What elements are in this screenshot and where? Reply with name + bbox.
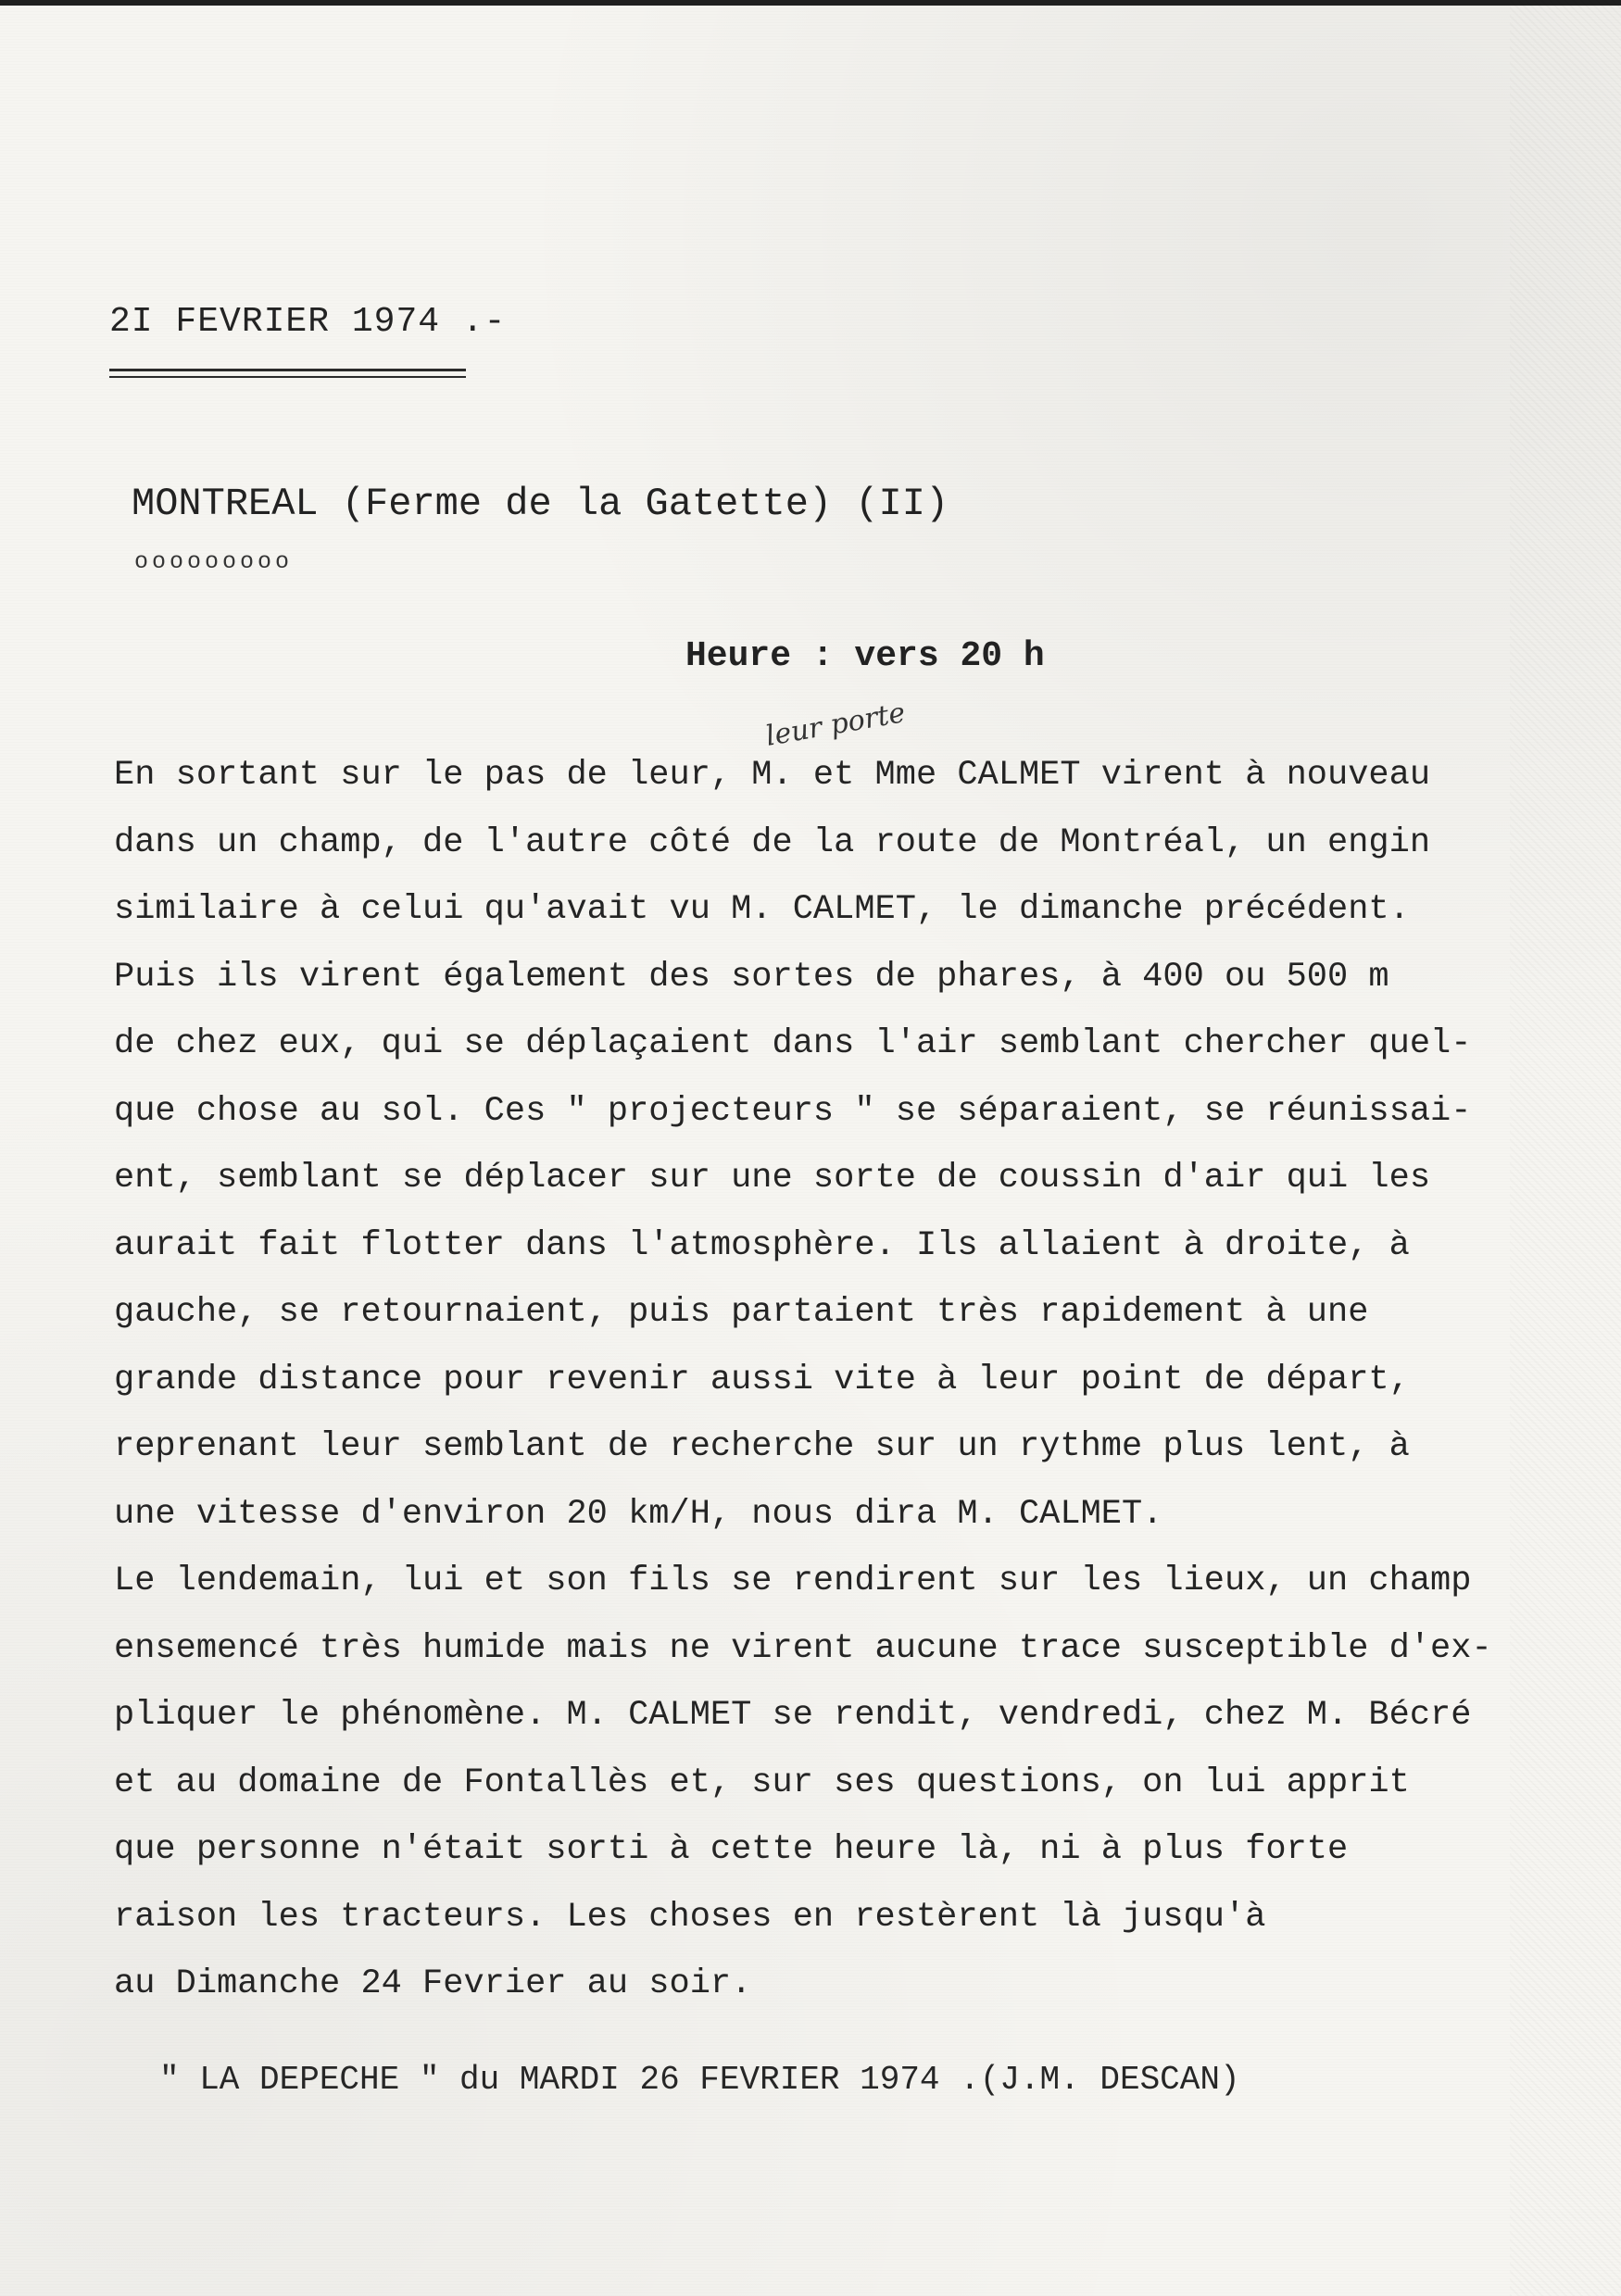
body-line-10: grande distance pour revenir aussi vite à leur point de départ,: [114, 1360, 1410, 1399]
body-line-7: ent, semblant se déplacer sur une sorte de coussin d'air qui les: [114, 1159, 1431, 1198]
body-line-14: ensemencé très humide mais ne virent aucune trace susceptible d'ex-: [114, 1628, 1492, 1668]
body-line-12: une vitesse d'environ 20 km/H, nous dira M. CALMET.: [114, 1494, 1163, 1534]
body-line-11: reprenant leur semblant de recherche sur un rythme plus lent, à: [114, 1427, 1410, 1466]
page-top-border: [0, 0, 1621, 6]
body-line-19: au Dimanche 24 Fevrier au soir.: [114, 1964, 752, 2003]
handwritten-correction-note: leur porte: [763, 696, 908, 753]
body-line-16: et au domaine de Fontallès et, sur ses questions, on lui apprit: [114, 1763, 1410, 1802]
body-line-8: aurait fait flotter dans l'atmosphère. Ils allaient à droite, à: [114, 1225, 1410, 1265]
decorative-underline: ooooooooo: [134, 548, 294, 575]
body-line-15: pliquer le phénomène. M. CALMET se rendit, vendredi, chez M. Bécré: [114, 1696, 1472, 1735]
location-heading: MONTREAL (Ferme de la Gatette) (II): [132, 482, 949, 526]
body-line-1: En sortant sur le pas de leur, M. et Mme CALMET virent à nouveau: [114, 756, 1431, 795]
date-heading: 2I FEVRIER 1974 .-: [109, 302, 507, 342]
body-line-5: de chez eux, qui se déplaçaient dans l'air semblant chercher quel-: [114, 1024, 1472, 1063]
date-underline-secondary: [109, 376, 466, 378]
body-line-17: que personne n'était sorti à cette heure là, ni à plus forte: [114, 1830, 1349, 1869]
body-line-2: dans un champ, de l'autre côté de la route de Montréal, un engin: [114, 822, 1431, 862]
body-line-3: similaire à celui qu'avait vu M. CALMET, le dimanche précédent.: [114, 890, 1410, 929]
report-body: [114, 742, 1577, 2018]
time-line: Heure : vers 20 h: [685, 636, 1045, 676]
newspaper-source: " LA DEPECHE " du MARDI 26 FEVRIER 1974 .(J.M. DESCAN): [159, 2061, 1240, 2099]
body-line-6: que chose au sol. Ces " projecteurs " se séparaient, se réunissai-: [114, 1091, 1472, 1131]
body-line-13: Le lendemain, lui et son fils se rendirent sur les lieux, un champ: [114, 1562, 1472, 1600]
body-line-18: raison les tracteurs. Les choses en restèrent là jusqu'à: [114, 1897, 1266, 1937]
body-line-9: gauche, se retournaient, puis partaient très rapidement à une: [114, 1293, 1369, 1332]
body-line-4: Puis ils virent également des sortes de phares, à 400 ou 500 m: [114, 957, 1389, 997]
date-underline-primary: [109, 369, 466, 371]
